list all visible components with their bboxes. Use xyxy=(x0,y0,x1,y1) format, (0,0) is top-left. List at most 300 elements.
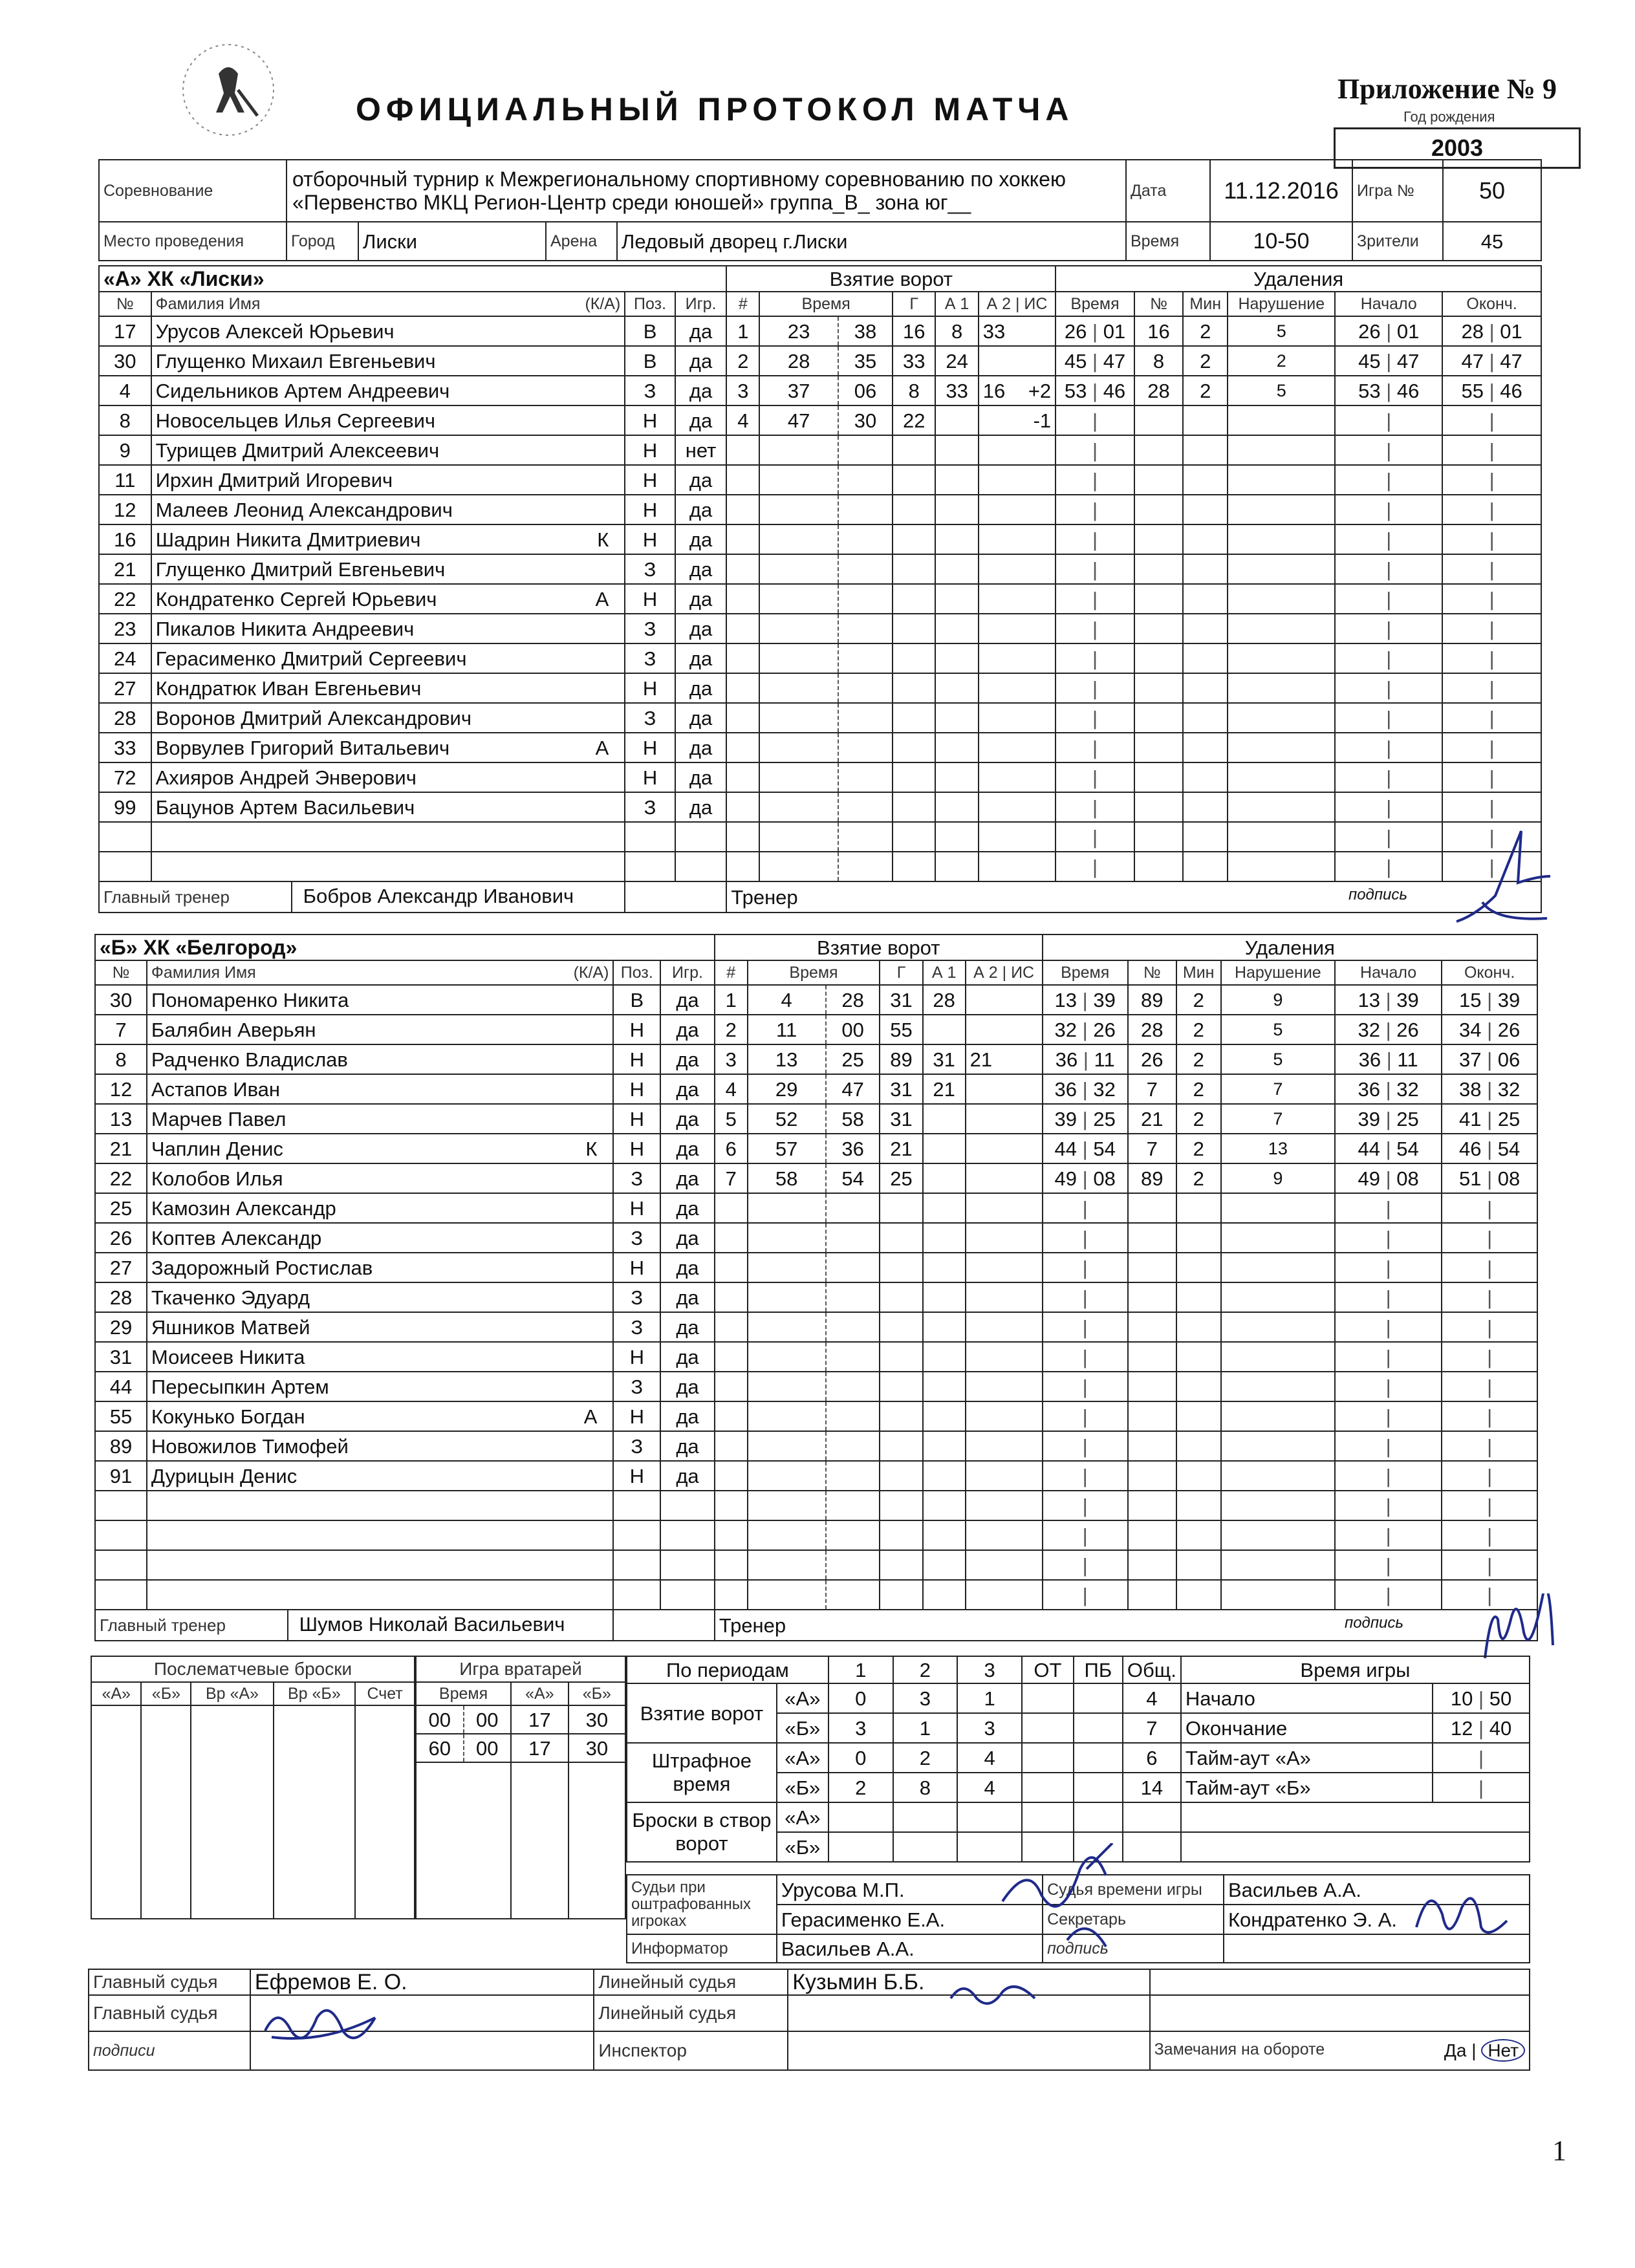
penalty-time: 32 | 26 xyxy=(1043,1015,1128,1044)
penalty-minutes: 2 xyxy=(1176,1015,1221,1044)
player-number xyxy=(99,822,151,852)
goal-minute xyxy=(748,1550,826,1580)
player-captain-mark: А xyxy=(595,587,609,610)
shots-blank xyxy=(1181,1802,1530,1832)
penalty-end: | xyxy=(1442,1550,1537,1580)
penalty-minutes xyxy=(1176,1282,1221,1312)
player-name: Кокунько Богдан xyxy=(151,1405,305,1428)
team-a-head-coach: Бобров Александр Иванович xyxy=(303,885,574,907)
penalty-time: | xyxy=(1056,465,1134,495)
goal-second: 54 xyxy=(826,1163,880,1193)
team-b-title: «Б» ХК «Белгород» xyxy=(95,934,715,960)
goal-assist-1 xyxy=(923,1253,966,1282)
penalty-time: | xyxy=(1043,1193,1128,1223)
penalty-end: | xyxy=(1442,1520,1537,1550)
col-pos: Поз. xyxy=(625,292,675,316)
player-played: да xyxy=(675,703,727,733)
penalty-start-m: 13 xyxy=(1358,988,1380,1011)
player-row xyxy=(95,1312,1537,1342)
player-name: Сидельников Артем Андреевич xyxy=(155,379,450,402)
hockey-player-logo-icon xyxy=(167,28,290,151)
penalty-foul: 5 xyxy=(1221,1015,1335,1044)
goals-b-total: 7 xyxy=(1123,1713,1181,1743)
penalty-time-s: 11 xyxy=(1094,1048,1115,1071)
team-b-table xyxy=(94,934,1538,1641)
goal-scorer: 31 xyxy=(880,985,922,1015)
goals-b-p3: 3 xyxy=(957,1713,1022,1743)
penalty-minutes xyxy=(1176,1223,1221,1253)
referee-label-1: Главный судья xyxy=(89,1969,250,1995)
goal-scorer xyxy=(893,524,935,554)
goalie-col-a: «А» xyxy=(511,1682,568,1705)
player-name-cell xyxy=(151,673,625,703)
penalty-time-s: 47 xyxy=(1103,349,1126,373)
penalty-end: | xyxy=(1442,852,1541,881)
city-label: Город xyxy=(287,222,358,260)
player-row xyxy=(99,673,1541,703)
goal-number xyxy=(715,1312,748,1342)
goal-scorer xyxy=(880,1520,922,1550)
penalty-minutes xyxy=(1183,733,1228,762)
penalty-minutes xyxy=(1183,524,1228,554)
penalty-time: | xyxy=(1056,762,1134,792)
goal-minute xyxy=(748,1193,826,1223)
player-position: З xyxy=(613,1431,660,1461)
player-number: 31 xyxy=(95,1342,147,1372)
player-played: да xyxy=(660,1431,715,1461)
player-captain-mark: К xyxy=(597,528,609,551)
player-name-cell xyxy=(147,1074,614,1104)
pim-a-total: 6 xyxy=(1123,1743,1181,1773)
col-goal-num: # xyxy=(715,960,748,985)
player-number: 29 xyxy=(95,1312,147,1342)
player-row xyxy=(99,733,1541,762)
penalty-end: | xyxy=(1442,673,1541,703)
penalty-start-s: 26 xyxy=(1396,1018,1419,1041)
pim-a-ot xyxy=(1022,1743,1074,1773)
penalty-time-s: 25 xyxy=(1093,1107,1116,1130)
goal-assist-1: 31 xyxy=(923,1044,966,1074)
shootout-header xyxy=(91,1682,415,1705)
goal-scorer xyxy=(880,1312,922,1342)
player-row xyxy=(99,405,1541,435)
player-name: Балябин Аверьян xyxy=(151,1018,316,1041)
player-number: 30 xyxy=(99,346,151,376)
penalty-end: | xyxy=(1442,1342,1537,1372)
goal-second xyxy=(826,1342,880,1372)
team-a-signature-label: подпись xyxy=(1348,885,1407,903)
penalty-end-m: 34 xyxy=(1458,1018,1482,1041)
player-played: да xyxy=(675,554,727,584)
shootout-col: Счет xyxy=(355,1682,415,1705)
goal-number xyxy=(726,614,759,643)
goal-minute xyxy=(759,495,838,524)
player-position: Н xyxy=(613,1015,660,1044)
period-ot: ОТ xyxy=(1022,1656,1074,1683)
penalty-foul xyxy=(1228,584,1335,614)
penalty-time: | xyxy=(1056,822,1134,852)
goal-scorer xyxy=(880,1372,922,1401)
goal-minute: 52 xyxy=(748,1104,826,1134)
goals-b-so xyxy=(1074,1713,1123,1743)
goals-a-so xyxy=(1074,1683,1123,1713)
goal-assist-2-is xyxy=(966,1044,1043,1074)
start-h: 10 xyxy=(1450,1687,1473,1710)
penalty-time: | xyxy=(1056,792,1134,822)
team-a-short: «А» xyxy=(777,1802,828,1832)
player-row xyxy=(99,643,1541,673)
player-position: Н xyxy=(625,405,675,435)
penalty-time: | xyxy=(1043,1461,1128,1491)
penalty-start: | xyxy=(1335,435,1442,465)
penalty-end: | xyxy=(1442,1401,1537,1431)
player-name-cell xyxy=(151,376,625,405)
linesman-label-2: Линейный судья xyxy=(594,1995,788,2031)
penalty-player xyxy=(1134,852,1183,881)
goal-assist-1 xyxy=(935,554,978,584)
penalty-foul xyxy=(1221,1193,1335,1223)
goal-scorer xyxy=(880,1550,922,1580)
penalty-time: | xyxy=(1043,1580,1128,1610)
signatures-label: подписи xyxy=(89,2031,250,2070)
goal-second xyxy=(826,1580,880,1610)
penalty-start: | xyxy=(1335,1193,1442,1223)
penalty-start: | xyxy=(1335,1372,1442,1401)
appendix-label: Приложение № 9 xyxy=(1337,73,1557,105)
penalty-end: | xyxy=(1442,1282,1537,1312)
penalty-time: | xyxy=(1056,524,1134,554)
goal-scorer: 31 xyxy=(880,1074,922,1104)
player-played: да xyxy=(660,1253,715,1282)
penalty-time-s: 08 xyxy=(1093,1167,1116,1190)
penalty-foul: 5 xyxy=(1228,316,1335,346)
penalty-time-m: 49 xyxy=(1054,1167,1077,1190)
col-pen-start: Начало xyxy=(1335,960,1442,985)
timekeeper-label: Судья времени игры xyxy=(1043,1875,1224,1905)
penalty-time: | xyxy=(1043,1223,1128,1253)
goalie-col-b: «Б» xyxy=(568,1682,625,1705)
goal-second xyxy=(838,614,893,643)
goal-assist-2-is xyxy=(979,316,1056,346)
player-row xyxy=(99,465,1541,495)
penalty-end: 46 | 54 xyxy=(1442,1134,1537,1163)
player-played xyxy=(660,1550,715,1580)
player-row xyxy=(99,316,1541,346)
informer-value: Васильев А.А. xyxy=(777,1934,1043,1963)
penalty-time: 45 | 47 xyxy=(1056,346,1134,376)
goal-scorer: 21 xyxy=(880,1134,922,1163)
penalty-player xyxy=(1134,762,1183,792)
player-name: Ирхин Дмитрий Игоревич xyxy=(155,468,393,491)
start-time: 10 | 50 xyxy=(1433,1683,1530,1713)
penalty-end: 55 | 46 xyxy=(1442,376,1541,405)
penalty-time: | xyxy=(1043,1401,1128,1431)
goal-second xyxy=(826,1312,880,1342)
penalty-minutes xyxy=(1183,643,1228,673)
penalty-minutes: 2 xyxy=(1183,316,1228,346)
goal-number: 4 xyxy=(726,405,759,435)
goal-assist-2-is xyxy=(966,1342,1043,1372)
player-name-cell xyxy=(151,762,625,792)
goal-assist-1 xyxy=(923,1104,966,1134)
penalty-time-s: 26 xyxy=(1093,1018,1116,1041)
goal-scorer xyxy=(880,1431,922,1461)
goal-assist-2-is xyxy=(979,733,1056,762)
player-position: Н xyxy=(613,1074,660,1104)
penalty-end: | xyxy=(1442,1253,1537,1282)
penalty-start: | xyxy=(1335,1401,1442,1431)
player-position: Н xyxy=(613,1104,660,1134)
goal-number xyxy=(715,1253,748,1282)
city-value: Лиски xyxy=(358,222,546,260)
penalty-end: 41 | 25 xyxy=(1442,1104,1537,1134)
player-position: З xyxy=(625,792,675,822)
goal-number xyxy=(726,465,759,495)
goal-scorer: 8 xyxy=(893,376,935,405)
penalty-time: | xyxy=(1043,1282,1128,1312)
period-2: 2 xyxy=(893,1656,958,1683)
goal-minute xyxy=(759,584,838,614)
penalty-player: 7 xyxy=(1128,1134,1176,1163)
goal-scorer xyxy=(880,1193,922,1223)
penalty-player: 28 xyxy=(1134,376,1183,405)
goal-assist-1 xyxy=(923,1312,966,1342)
penalty-minutes: 2 xyxy=(1176,1104,1221,1134)
arena-value: Ледовый дворец г.Лиски xyxy=(622,230,848,253)
penalty-foul xyxy=(1228,554,1335,584)
col-pen-min: Мин xyxy=(1176,960,1221,985)
goalies-table xyxy=(415,1656,626,1919)
penalty-minutes xyxy=(1183,703,1228,733)
player-name: Марчев Павел xyxy=(151,1107,287,1130)
goal-assist-2-is xyxy=(979,376,1056,405)
player-number: 21 xyxy=(95,1134,147,1163)
goal-minute xyxy=(759,554,838,584)
goal-second: 58 xyxy=(826,1104,880,1134)
player-name: Малеев Леонид Александрович xyxy=(155,498,453,521)
penalty-player xyxy=(1134,614,1183,643)
penalty-start-m: 36 xyxy=(1358,1048,1381,1071)
penalty-foul xyxy=(1228,614,1335,643)
match-info-table xyxy=(98,159,1542,261)
shots-cell xyxy=(893,1832,958,1862)
penalty-player xyxy=(1134,524,1183,554)
player-position: З xyxy=(625,643,675,673)
player-row xyxy=(95,1193,1537,1223)
col-pen-start: Начало xyxy=(1335,292,1442,316)
goal-assist-1 xyxy=(923,1491,966,1520)
penalty-start-s: 32 xyxy=(1396,1077,1419,1101)
informer-label: Информатор xyxy=(627,1934,777,1963)
goal-second xyxy=(838,435,893,465)
goal-number: 3 xyxy=(715,1044,748,1074)
penalty-foul: 5 xyxy=(1221,1044,1335,1074)
penalty-start-s: 01 xyxy=(1396,319,1420,343)
goal-minute xyxy=(748,1253,826,1282)
goal-assist-2-is xyxy=(979,792,1056,822)
penalty-foul: 7 xyxy=(1221,1074,1335,1104)
penalty-start-m: 32 xyxy=(1358,1018,1380,1041)
date-value: 11.12.2016 xyxy=(1210,160,1352,222)
goal-minute xyxy=(748,1342,826,1372)
player-played: да xyxy=(675,495,727,524)
goal-number xyxy=(726,554,759,584)
date-label: Дата xyxy=(1126,160,1210,222)
player-position: З xyxy=(613,1163,660,1193)
player-row xyxy=(95,1372,1537,1401)
goal-assist-1 xyxy=(935,703,978,733)
goal-assist-1 xyxy=(923,1580,966,1610)
penalty-time-s: 54 xyxy=(1093,1137,1116,1160)
team-a-goals-header: Взятие ворот xyxy=(726,266,1056,292)
goal-minute: 23 xyxy=(759,316,838,346)
penalty-time: 26 | 01 xyxy=(1056,316,1134,346)
goal-assist-2-is xyxy=(979,673,1056,703)
player-position: Н xyxy=(625,495,675,524)
player-position: Н xyxy=(613,1253,660,1282)
pim-b-p2: 8 xyxy=(893,1773,958,1802)
goal-assist-1 xyxy=(935,495,978,524)
penalty-time: | xyxy=(1056,614,1134,643)
player-name-cell xyxy=(147,1282,614,1312)
player-name: Воронов Дмитрий Александрович xyxy=(155,706,472,729)
goalie-col-time: Время xyxy=(416,1682,511,1705)
penalty-foul: 5 xyxy=(1228,376,1335,405)
player-name-cell xyxy=(147,1401,614,1431)
penalty-end: | xyxy=(1442,495,1541,524)
player-position: В xyxy=(625,346,675,376)
penalty-foul xyxy=(1221,1491,1335,1520)
venue-cell xyxy=(287,222,1126,261)
spectators-value: 45 xyxy=(1443,222,1541,261)
player-number xyxy=(95,1520,147,1550)
goal-assist-1 xyxy=(923,1163,966,1193)
penalty-end: | xyxy=(1442,465,1541,495)
player-row xyxy=(95,1163,1537,1193)
goal-minute: 37 xyxy=(759,376,838,405)
player-name: Ахияров Андрей Энверович xyxy=(155,766,417,789)
player-row xyxy=(95,1431,1537,1461)
goal-number xyxy=(726,643,759,673)
coach-label: Тренер xyxy=(731,885,798,909)
goal-assist-1 xyxy=(923,1401,966,1431)
goal-assist-1 xyxy=(923,1342,966,1372)
goal-number: 7 xyxy=(715,1163,748,1193)
player-name-cell xyxy=(147,985,614,1015)
penalty-player xyxy=(1134,495,1183,524)
penalty-time: | xyxy=(1056,643,1134,673)
secretary-value: Кондратенко Э. А. xyxy=(1224,1905,1530,1934)
col-num: № xyxy=(99,292,151,316)
goal-assist-2-is xyxy=(979,554,1056,584)
penalty-player xyxy=(1134,703,1183,733)
goal-second xyxy=(826,1550,880,1580)
penalty-time-m: 45 xyxy=(1064,349,1087,373)
col-a1: А 1 xyxy=(935,292,978,316)
goal-scorer xyxy=(880,1461,922,1491)
player-played xyxy=(675,822,727,852)
goal-assist-2-is xyxy=(966,985,1043,1015)
penalty-foul xyxy=(1228,852,1335,881)
goal-second xyxy=(838,673,893,703)
pim-a-p2: 2 xyxy=(893,1743,958,1773)
player-name-cell xyxy=(151,852,625,881)
player-played: да xyxy=(660,1401,715,1431)
player-name-cell xyxy=(151,316,625,346)
goal-scorer xyxy=(893,584,935,614)
player-number: 44 xyxy=(95,1372,147,1401)
player-played: да xyxy=(675,584,727,614)
penalty-player xyxy=(1128,1372,1176,1401)
page-title: ОФИЦИАЛЬНЫЙ ПРОТОКОЛ МАТЧА xyxy=(356,91,1074,127)
col-played: Игр. xyxy=(675,292,727,316)
penalty-end: | xyxy=(1442,1461,1537,1491)
goal-assist-1 xyxy=(923,1282,966,1312)
goal-minute xyxy=(748,1401,826,1431)
goal-second: 36 xyxy=(826,1134,880,1163)
penalty-minutes xyxy=(1176,1312,1221,1342)
player-row xyxy=(99,584,1541,614)
head-coach-label: Главный тренер xyxy=(100,882,292,912)
player-name: Урусов Алексей Юрьевич xyxy=(155,319,395,343)
remarks-no: Нет xyxy=(1481,2039,1525,2062)
goal-assist-1 xyxy=(923,1193,966,1223)
penalty-start: 36 | 11 xyxy=(1335,1044,1442,1074)
penalty-end: 15 | 39 xyxy=(1442,985,1537,1015)
penalty-end: | xyxy=(1442,792,1541,822)
so-cell xyxy=(355,1705,415,1919)
player-name: Ворвулев Григорий Витальевич xyxy=(155,736,450,759)
penalty-minutes xyxy=(1183,792,1228,822)
player-position xyxy=(625,852,675,881)
penalty-foul xyxy=(1228,524,1335,554)
goal-number xyxy=(726,762,759,792)
player-played: да xyxy=(675,762,727,792)
penalty-judge-1: Урусова М.П. xyxy=(777,1875,1043,1905)
penalty-start: | xyxy=(1335,1461,1442,1491)
penalty-start: 32 | 26 xyxy=(1335,1015,1442,1044)
so-cell xyxy=(191,1705,273,1919)
penalty-foul xyxy=(1228,495,1335,524)
page-number: 1 xyxy=(1552,2135,1566,2166)
secretary-label: Секретарь xyxy=(1043,1905,1224,1934)
player-name-cell xyxy=(151,643,625,673)
penalty-start: 53 | 46 xyxy=(1335,376,1442,405)
penalty-time-m: 44 xyxy=(1054,1137,1077,1160)
player-number: 25 xyxy=(95,1193,147,1223)
penalty-end-m: 15 xyxy=(1458,988,1482,1011)
goal-scorer xyxy=(893,733,935,762)
penalty-player xyxy=(1128,1223,1176,1253)
player-name: Чаплин Денис xyxy=(151,1137,283,1160)
player-played: да xyxy=(660,1461,715,1491)
col-pen-num: № xyxy=(1128,960,1176,985)
penalty-foul xyxy=(1221,1223,1335,1253)
penalty-end: | xyxy=(1442,435,1541,465)
goal-assist-2-is xyxy=(979,762,1056,792)
player-name-cell xyxy=(147,1104,614,1134)
goal-number: 3 xyxy=(726,376,759,405)
player-number xyxy=(95,1491,147,1520)
goal-second xyxy=(826,1282,880,1312)
player-position: Н xyxy=(613,1401,660,1431)
goal-number xyxy=(726,584,759,614)
penalty-player xyxy=(1134,584,1183,614)
shots-blank xyxy=(1181,1832,1530,1862)
timeout-a-label: Тайм-аут «А» xyxy=(1181,1743,1433,1773)
goal-assist-1 xyxy=(935,762,978,792)
goal-second xyxy=(838,524,893,554)
